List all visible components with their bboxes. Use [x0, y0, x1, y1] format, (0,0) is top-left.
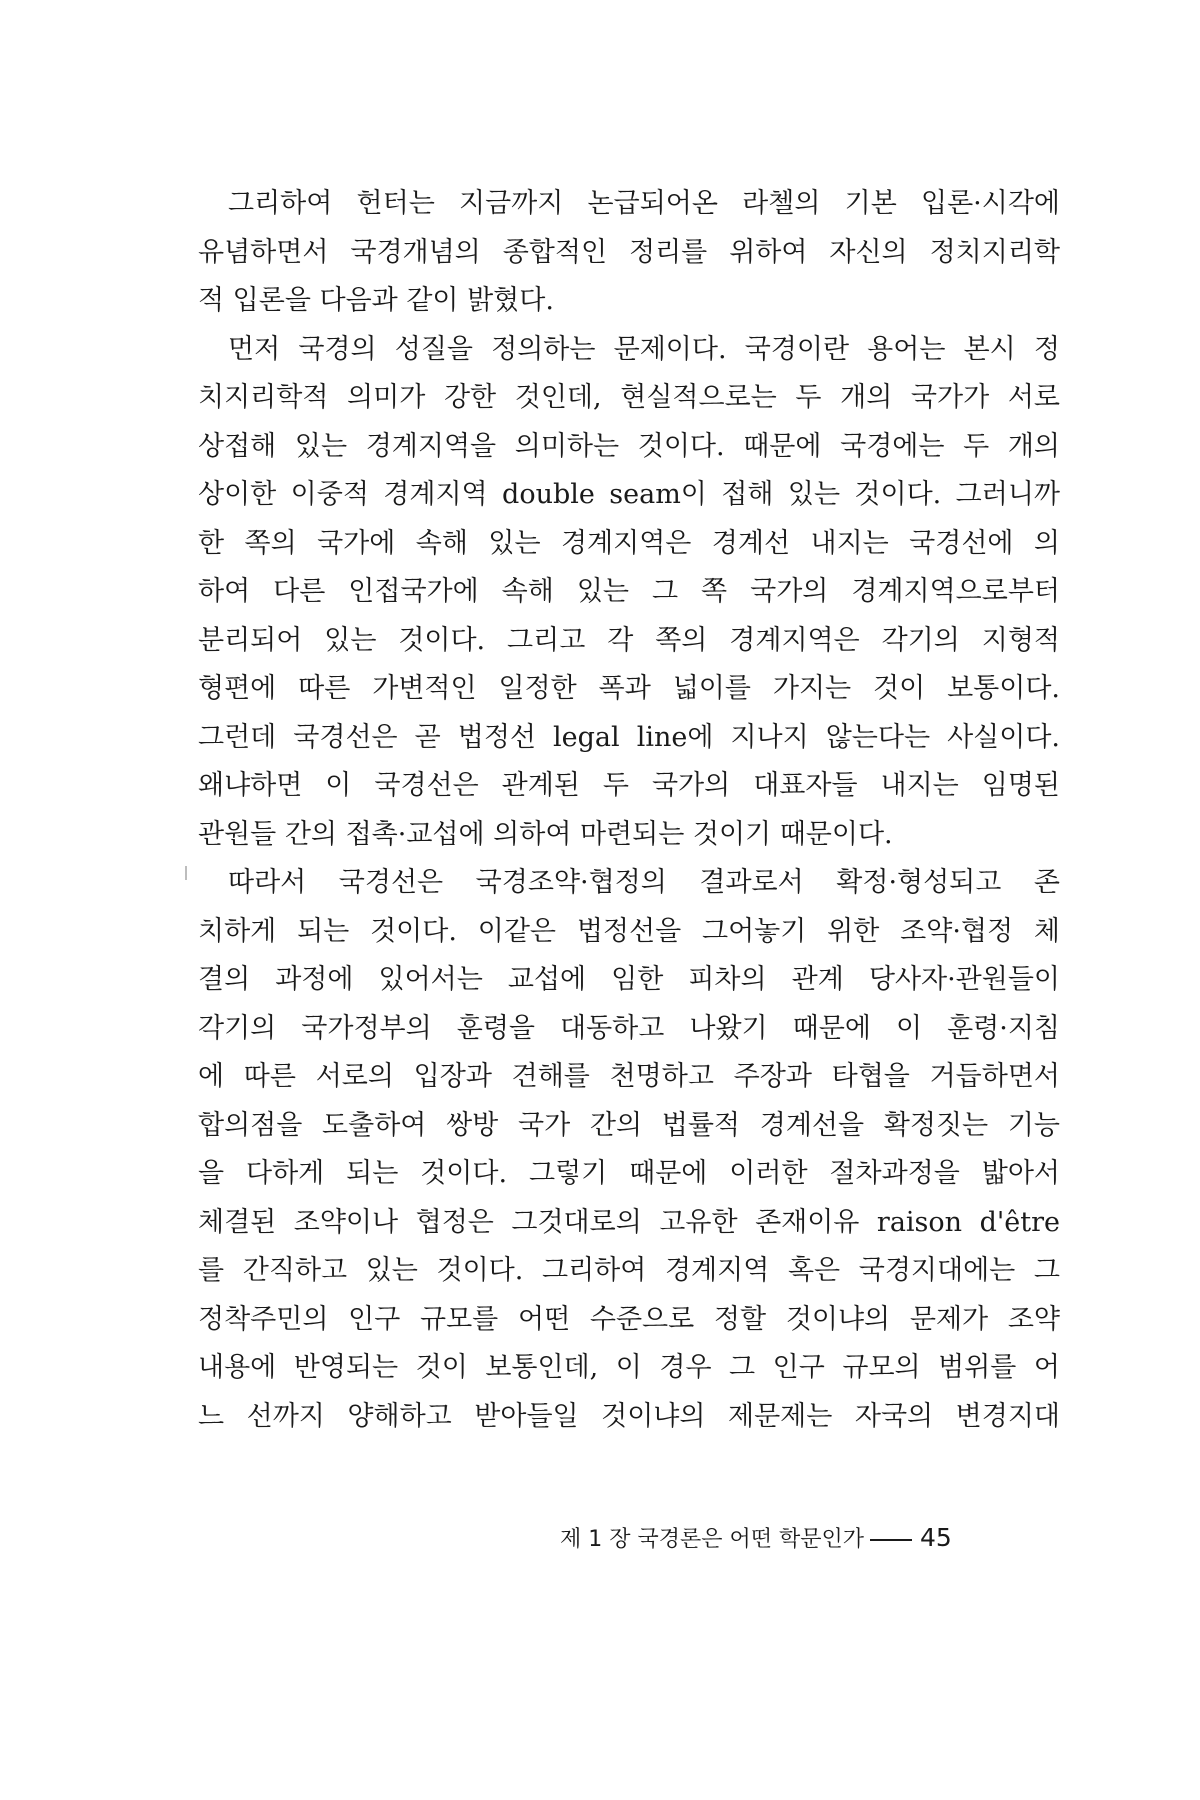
paragraph-2 — [198, 326, 1060, 860]
text-line: 왜냐하면 이 국경선은 관계된 두 국가의 대표자들 내지는 임명된 — [198, 770, 1060, 801]
text-line: 그런데 국경선은 곧 법정선 legal line에 지나지 않는다는 사실이다. — [198, 721, 1060, 753]
text-line: 따라서 국경선은 국경조약·협정의 결과로서 확정·형성되고 존 — [228, 867, 1060, 898]
text-line: 상이한 이중적 경계지역 double seam이 접해 있는 것이다. 그러니까 — [198, 479, 1060, 510]
text-line: 을 다하게 되는 것이다. 그렇기 때문에 이러한 절차과정을 밟아서 — [198, 1158, 1060, 1189]
text-line: 먼저 국경의 성질을 정의하는 문제이다. 국경이란 용어는 본시 정 — [228, 333, 1060, 365]
text-line: 에 따른 서로의 입장과 견해를 천명하고 주장과 타협을 거듭하면서 — [198, 1061, 1060, 1092]
text-line: 한 쪽의 국가에 속해 있는 경계지역은 경계선 내지는 국경선에 의 — [198, 527, 1060, 559]
scan-mark — [185, 866, 187, 880]
text-line: 적 입론을 다음과 같이 밝혔다. — [198, 285, 554, 316]
text-line: 치하게 되는 것이다. 이같은 법정선을 그어놓기 위한 조약·협정 체 — [198, 915, 1060, 947]
chapter-title: 제 1 장 국경론은 어떤 학문인가 — [560, 1527, 864, 1552]
text-line: 하여 다른 인접국가에 속해 있는 그 쪽 국가의 경계지역으로부터 — [198, 576, 1060, 607]
text-line: 를 간직하고 있는 것이다. 그리하여 경계지역 혹은 국경지대에는 그 — [198, 1255, 1060, 1286]
text-line: 치지리학적 의미가 강한 것인데, 현실적으로는 두 개의 국가가 서로 — [198, 382, 1060, 413]
running-footer — [560, 1518, 1030, 1558]
text-line: 느 선까지 양해하고 받아들일 것이냐의 제문제는 자국의 변경지대 — [198, 1400, 1060, 1432]
text-line: 내용에 반영되는 것이 보통인데, 이 경우 그 인구 규모의 범위를 어 — [198, 1352, 1060, 1383]
text-line: 상접해 있는 경계지역을 의미하는 것이다. 때문에 국경에는 두 개의 — [198, 430, 1060, 462]
paragraph-1 — [198, 180, 1060, 326]
text-line: 형편에 따른 가변적인 일정한 폭과 넓이를 가지는 것이 보통이다. — [198, 673, 1060, 704]
text-line: 정착주민의 인구 규모를 어떤 수준으로 정할 것이냐의 문제가 조약 — [198, 1303, 1060, 1335]
paragraph-3 — [198, 859, 1060, 1441]
text-line: 각기의 국가정부의 훈령을 대동하고 나왔기 때문에 이 훈령·지침 — [198, 1012, 1060, 1044]
text-line: 결의 과정에 있어서는 교섭에 임한 피차의 관계 당사자·관원들이 — [198, 964, 1060, 995]
text-line: 유념하면서 국경개념의 종합적인 정리를 위하여 자신의 정치지리학 — [198, 236, 1060, 268]
page-number: 45 — [920, 1523, 952, 1552]
text-line: 관원들 간의 접촉·교섭에 의하여 마련되는 것이기 때문이다. — [198, 818, 893, 850]
text-line: 체결된 조약이나 협정은 그것대로의 고유한 존재이유 raison d'être — [198, 1206, 1060, 1238]
text-line: 분리되어 있는 것이다. 그리고 각 쪽의 경계지역은 각기의 지형적 — [198, 624, 1060, 656]
text-line: 합의점을 도출하여 쌍방 국가 간의 법률적 경계선을 확정짓는 기능 — [198, 1109, 1060, 1141]
text-line: 그리하여 헌터는 지금까지 논급되어온 라첼의 기본 입론·시각에 — [228, 188, 1060, 219]
footer-dash — [870, 1539, 912, 1541]
body-text — [198, 180, 1060, 1441]
